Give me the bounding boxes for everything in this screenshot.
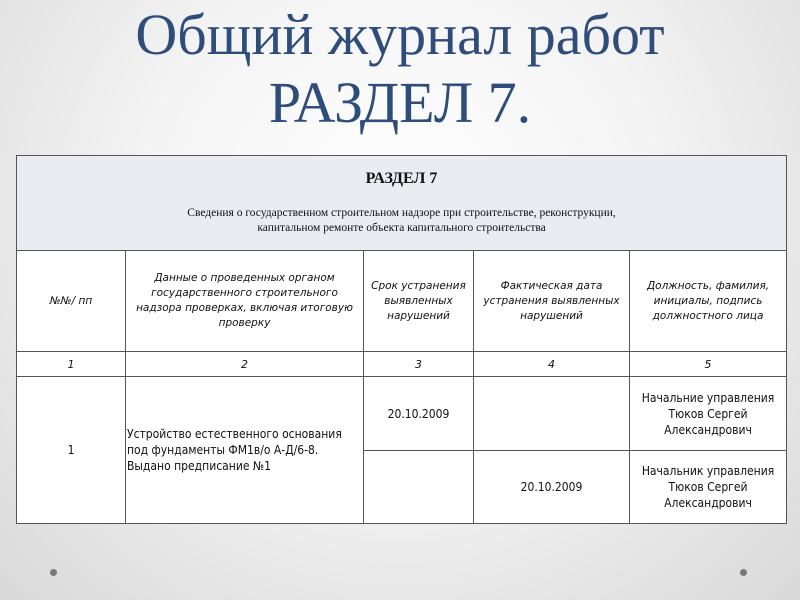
column-number: 4 — [474, 352, 630, 377]
column-header-actual-date: Фактическая дата устранения выявленных нарушений — [474, 251, 630, 352]
slide-title-line-1: Общий журнал работ — [135, 2, 665, 67]
deadline-date: 20.10.2009 — [364, 377, 474, 451]
table-row — [17, 377, 787, 451]
column-number: 1 — [17, 352, 126, 377]
next-slide-dot-icon[interactable] — [740, 569, 747, 576]
column-header-official: Должность, фамилия, инициалы, подпись должностного лица — [630, 251, 787, 352]
column-header-inspection-data: Данные о проведенных органом государственного строительного надзора проверках, включая итоговую проверку — [126, 251, 364, 352]
deadline-empty — [364, 451, 474, 524]
column-number: 5 — [630, 352, 787, 377]
section-header — [17, 156, 787, 251]
slide-title-line-2: РАЗДЕЛ 7. — [268, 70, 532, 135]
section-heading: РАЗДЕЛ 7 — [365, 170, 438, 187]
prev-slide-dot-icon[interactable] — [50, 569, 57, 576]
column-number: 3 — [364, 352, 474, 377]
column-header-deadline: Срок устранения выявленных нарушений — [364, 251, 474, 352]
column-number: 2 — [126, 352, 364, 377]
column-number-row — [17, 352, 787, 377]
inspection-description: Устройство естественного основания под фундаменты ФМ1в/о А-Д/6-8. Выдано предписание №1 — [126, 377, 364, 524]
journal-table — [16, 155, 787, 524]
actual-date-empty — [474, 377, 630, 451]
official-signature-1: Начальние управления Тюков Сергей Александрович — [630, 377, 787, 451]
section-description: Сведения о государственном строительном надзоре при строительстве, реконструкции, капитальном ремонте объекта капитального строительства — [187, 207, 616, 234]
official-signature-2: Начальник управления Тюков Сергей Александрович — [630, 451, 787, 524]
column-header-number: №№/ пп — [17, 251, 126, 352]
actual-date: 20.10.2009 — [474, 451, 630, 524]
row-number: 1 — [17, 377, 126, 524]
